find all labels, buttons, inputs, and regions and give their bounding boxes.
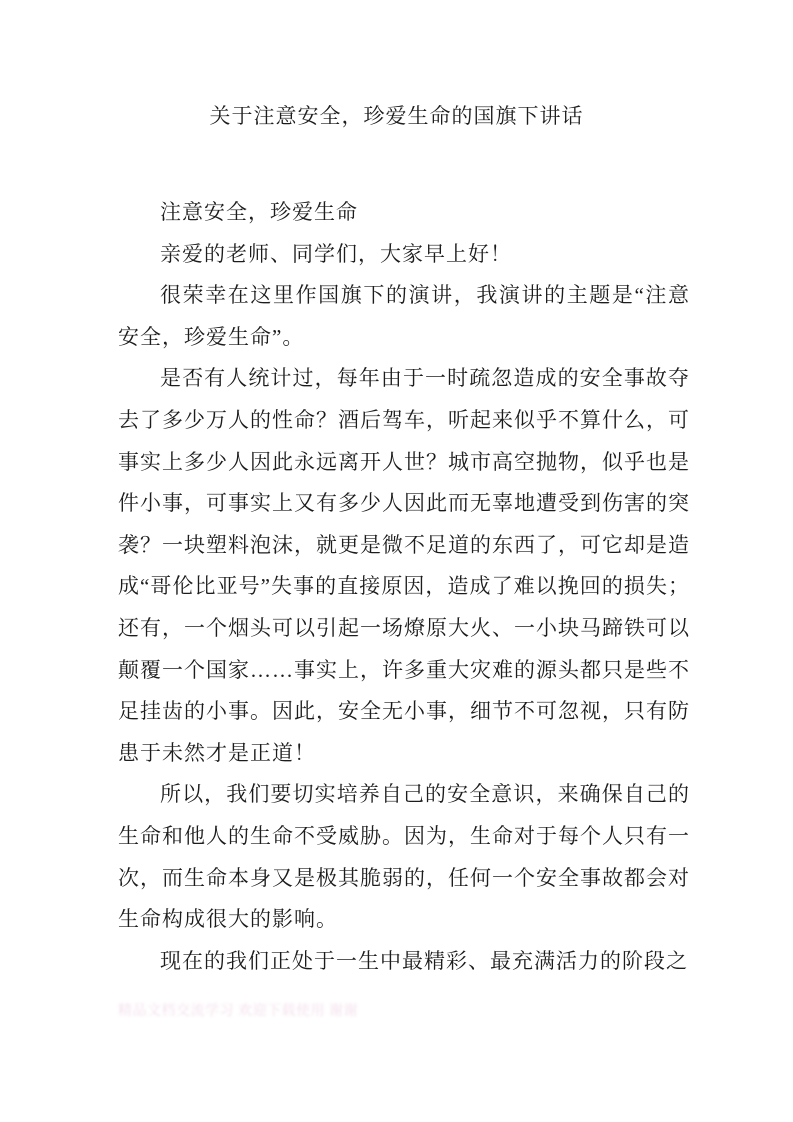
paragraph: 亲爱的老师、同学们，大家早上好！ (160, 241, 512, 266)
paragraph: 是否有人统计过，每年由于一时疏忽造成的安全事故夺去了多少万人的性命？酒后驾车，听起来似乎不算什么，可事实上多少人因此永远离开人世？城市高空抛物，似乎也是件小事，可事实上又有多少人因此而无辜地遭受到伤害的突袭？一块塑料泡沫，就更是微不足道的东西了，可它却是造成“哥伦比亚号”失事的直接原因，造成了难以挽回的损失；还有，一个烟头可以引起一场燎原大火、一小块马蹄铁可以颠覆一个国家……事实上，许多重大灾难的源头都只是些不足挂齿的小事。因此，安全无小事，细节不可忽视，只有防患于未然才是正道！ (118, 366, 690, 765)
paragraph: 注意安全，珍爱生命 (160, 200, 358, 224)
watermark-text: 精品文档交流学习 欢迎下载使用 谢谢 (118, 1004, 358, 1019)
paragraph: 所以，我们要切实培养自己的安全意识，来确保自己的生命和他人的生命不受威胁。因为，生命对于每个人只有一次，而生命本身又是极其脆弱的，任何一个安全事故都会对生命构成很大的影响。 (118, 782, 690, 932)
document-body (0, 192, 793, 982)
paragraph: 现在的我们正处于一生中最精彩、最充满活力的阶段之 (160, 948, 688, 973)
page-title: 关于注意安全，珍爱生命的国旗下讲话 (209, 104, 584, 128)
paragraph: 很荣幸在这里作国旗下的演讲，我演讲的主题是“注意安全，珍爱生命”。 (118, 283, 690, 349)
